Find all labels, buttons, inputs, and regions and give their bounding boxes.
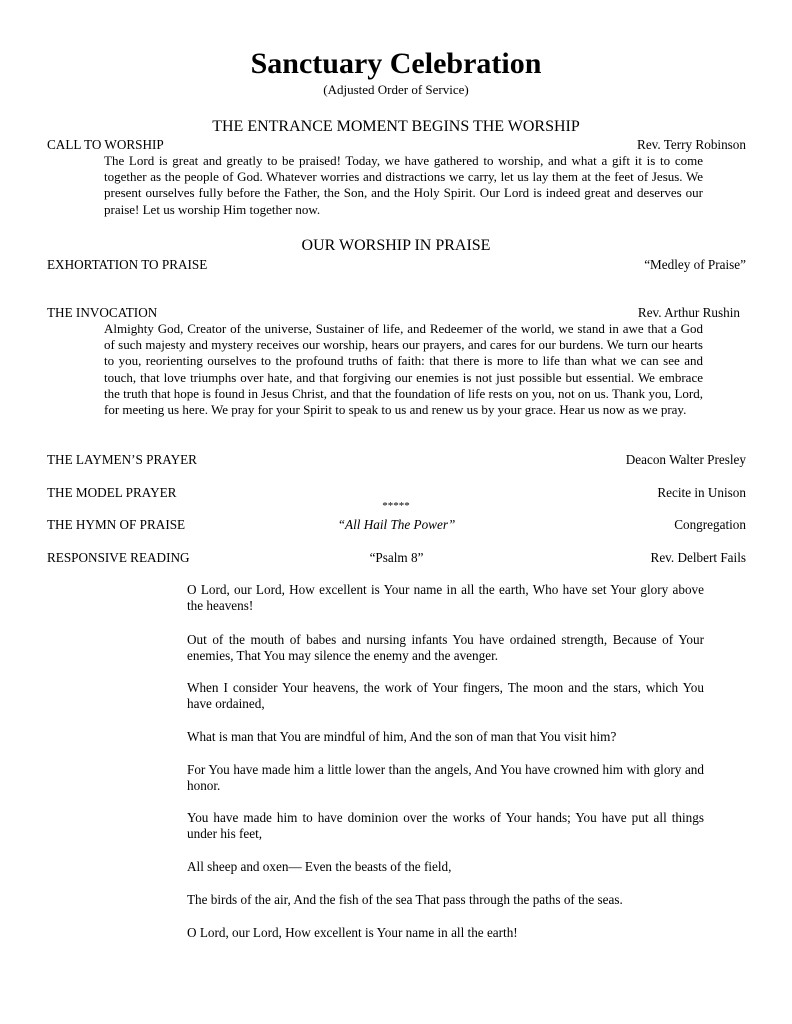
model-prayer-label: THE MODEL PRAYER	[47, 485, 177, 500]
exhortation-title: “Medley of Praise”	[644, 257, 746, 272]
hymn-row	[47, 516, 746, 533]
section-divider: *****	[382, 500, 410, 512]
psalm-verse: O Lord, our Lord, How excellent is Your name in all the earth, Who have set Your glory above the heavens!	[187, 582, 704, 614]
psalm-verse: All sheep and oxen— Even the beasts of the field,	[187, 859, 452, 874]
hymn-leader: Congregation	[674, 517, 746, 532]
exhortation-row	[47, 256, 746, 273]
section-heading-praise: OUR WORSHIP IN PRAISE	[301, 237, 491, 254]
exhortation-label: EXHORTATION TO PRAISE	[47, 257, 208, 272]
psalm-verse: For You have made him a little lower than the angels, And You have crowned him with glory and honor.	[187, 762, 704, 794]
psalm-verse: You have made him to have dominion over the works of Your hands; You have put all things under his feet,	[187, 810, 704, 842]
page-title: Sanctuary Celebration	[250, 47, 542, 80]
call-to-worship-text: The Lord is great and greatly to be praised! Today, we have gathered to worship, and what a gift it is to come together as the people of God. Whatever worries and distractions we carry, let us lay them at the feet of Jesus. We present ourselves fully before the Father, the Son, and the Holy Spirit. Our Lord is indeed great and deserves our praise! Let us worship Him together now.	[104, 153, 703, 217]
invocation-text: Almighty God, Creator of the universe, Sustainer of life, and Redeemer of the world, we stand in awe that a God of such majesty and mystery receives our worship, hears our prayers, and cares for our burdens. We turn our hearts to you, reorienting ourselves to the profound truths of faith: that there is more to life than what we can see and touch, that love triumphs over hate, and that forgiving our enemies is not just possible but essential. We embrace the truth that hope is found in Jesus Christ, and that the foundation of life rests on you, not on us. Thank you, Lord, for meeting us here. We pray for your Spirit to speak to us and renew us by your grace. Hear us now as we pray.	[104, 321, 703, 418]
psalm-verse: Out of the mouth of babes and nursing infants You have ordained strength, Because of Your enemies, That You may silence the enemy and the avenger.	[187, 632, 704, 664]
model-prayer-row	[47, 484, 746, 501]
responsive-reading-row	[47, 549, 746, 566]
psalm-verse: When I consider Your heavens, the work of Your fingers, The moon and the stars, which You have ordained,	[187, 680, 704, 712]
invocation-label: THE INVOCATION	[47, 305, 158, 320]
page-subtitle: (Adjusted Order of Service)	[323, 82, 469, 97]
section-heading-entrance: THE ENTRANCE MOMENT BEGINS THE WORSHIP	[212, 118, 580, 135]
laymens-prayer-label: THE LAYMEN’S PRAYER	[47, 452, 197, 467]
laymens-prayer-row	[47, 451, 746, 468]
hymn-title: “All Hail The Power”	[337, 517, 456, 532]
invocation-leader: Rev. Arthur Rushin	[637, 305, 740, 320]
model-prayer-note: Recite in Unison	[657, 485, 746, 500]
laymens-prayer-leader: Deacon Walter Presley	[625, 452, 746, 467]
responsive-reading-label: RESPONSIVE READING	[47, 550, 190, 565]
responsive-reading-leader: Rev. Delbert Fails	[650, 550, 746, 565]
psalm-verse: What is man that You are mindful of him, And the son of man that You visit him?	[187, 729, 617, 744]
responsive-reading-title: “Psalm 8”	[369, 550, 424, 565]
call-to-worship-leader: Rev. Terry Robinson	[637, 137, 746, 152]
call-to-worship-row	[47, 136, 746, 153]
psalm-verse: The birds of the air, And the fish of the sea That pass through the paths of the seas.	[187, 892, 623, 907]
hymn-label: THE HYMN OF PRAISE	[47, 517, 186, 532]
invocation-row	[47, 304, 746, 321]
call-to-worship-label: CALL TO WORSHIP	[47, 137, 164, 152]
psalm-verse: O Lord, our Lord, How excellent is Your name in all the earth!	[187, 925, 518, 940]
